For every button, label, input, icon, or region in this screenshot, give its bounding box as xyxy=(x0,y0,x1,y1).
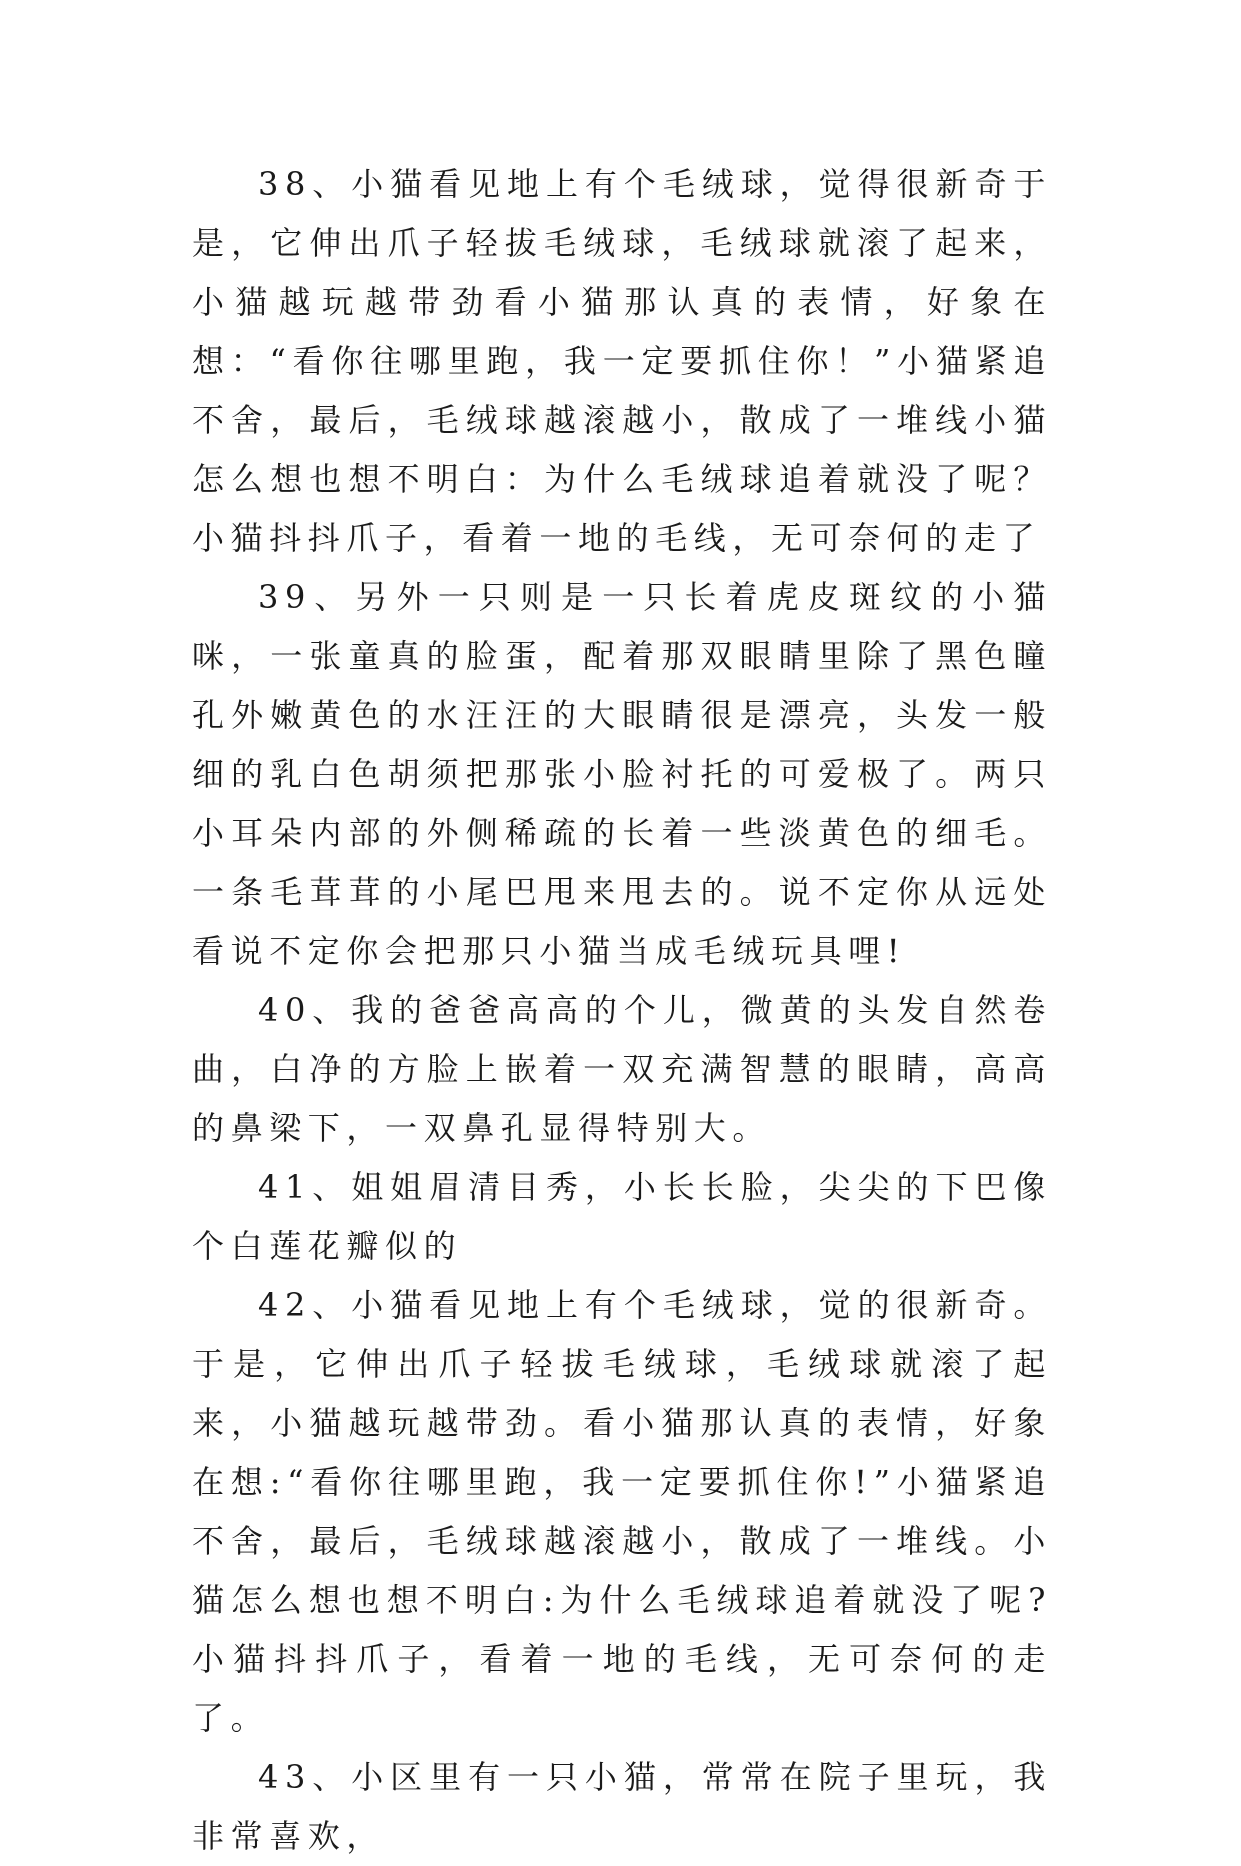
paragraph-40: 40、我的爸爸高高的个儿，微黄的头发自然卷曲，白净的方脸上嵌着一双充满智慧的眼睛，高高的鼻梁下，一双鼻孔显得特别大。 xyxy=(192,991,1052,1147)
paragraph-39: 39、另外一只则是一只长着虎皮斑纹的小猫咪，一张童真的脸蛋，配着那双眼睛里除了黑色瞳孔外嫩黄色的水汪汪的大眼睛很是漂亮，头发一般细的乳白色胡须把那张小脸衬托的可爱极了。两只小耳朵内部的外侧稀疏的长着一些淡黄色的细毛。一条毛茸茸的小尾巴甩来甩去的。说不定你从远处看说不定你会把那只小猫当成毛绒玩具哩! xyxy=(192,578,1052,970)
document-body xyxy=(192,155,1052,1866)
paragraph-43: 43、小区里有一只小猫，常常在院子里玩，我非常喜欢， xyxy=(192,1758,1052,1855)
paragraph-41: 41、姐姐眉清目秀，小长长脸，尖尖的下巴像个白莲花瓣似的 xyxy=(192,1168,1052,1265)
paragraph-38: 38、小猫看见地上有个毛绒球，觉得很新奇于是，它伸出爪子轻拔毛绒球，毛绒球就滚了起来，小猫越玩越带劲看小猫那认真的表情，好象在想：“看你往哪里跑，我一定要抓住你！”小猫紧追不舍，最后，毛绒球越滚越小，散成了一堆线小猫怎么想也想不明白：为什么毛绒球追着就没了呢？小猫抖抖爪子，看着一地的毛线，无可奈何的走了 xyxy=(192,165,1052,557)
paragraph-42: 42、小猫看见地上有个毛绒球，觉的很新奇。于是，它伸出爪子轻拔毛绒球，毛绒球就滚了起来，小猫越玩越带劲。看小猫那认真的表情，好象在想:“看你往哪里跑，我一定要抓住你!”小猫紧追不舍，最后，毛绒球越滚越小，散成了一堆线。小猫怎么想也想不明白:为什么毛绒球追着就没了呢?小猫抖抖爪子，看着一地的毛线，无可奈何的走了。 xyxy=(192,1286,1052,1737)
